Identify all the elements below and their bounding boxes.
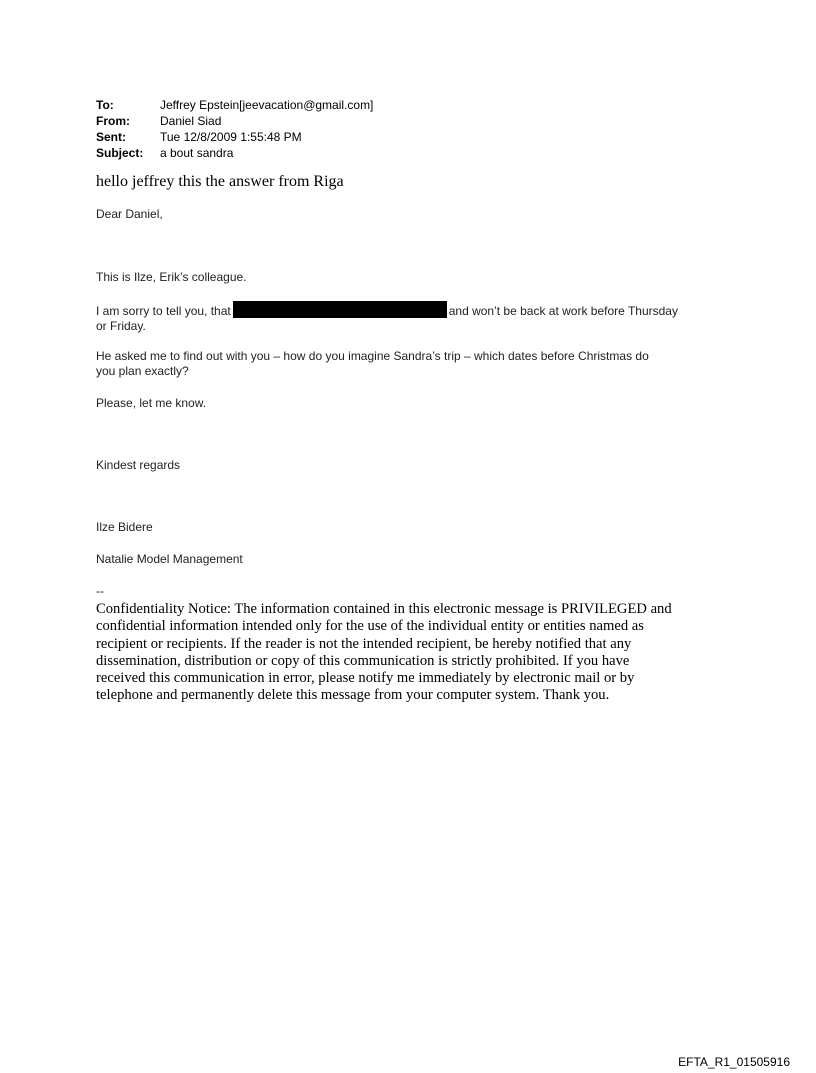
sent-row bbox=[96, 129, 373, 145]
from-value: Daniel Siad bbox=[160, 114, 222, 128]
subject-row bbox=[96, 145, 373, 161]
to-row bbox=[96, 97, 373, 113]
notice-line-4: dissemination, distribution or copy of this communication is strictly prohibited. If you have bbox=[96, 652, 630, 669]
notice-line-2: confidential information intended only for the use of the individual entity or entities named as bbox=[96, 618, 644, 635]
subject-label: Subject: bbox=[96, 146, 144, 160]
paragraph-1: This is Ilze, Erik’s colleague. bbox=[96, 270, 247, 284]
from-label: From: bbox=[96, 114, 130, 128]
to-value: Jeffrey Epstein[jeevacation@gmail.com] bbox=[160, 98, 374, 112]
to-label: To: bbox=[96, 98, 114, 112]
closing: Kindest regards bbox=[96, 458, 181, 472]
p2-after-text: and won’t be back at work before Thursday bbox=[448, 304, 678, 318]
paragraph-2 bbox=[96, 301, 736, 334]
paragraph-3 bbox=[96, 349, 649, 379]
signature-name: Ilze Bidere bbox=[96, 520, 153, 534]
notice-line-5: received this communication in error, please notify me immediately by electronic mail or by bbox=[96, 670, 635, 687]
document-id: EFTA_R1_01505916 bbox=[678, 1055, 790, 1069]
notice-line-3: recipient or recipients. If the reader is not the intended recipient, be hereby notified that any bbox=[96, 635, 632, 652]
greeting: Dear Daniel, bbox=[96, 207, 163, 221]
notice-line-6: telephone and permanently delete this message from your computer system. Thank you. bbox=[96, 687, 610, 704]
redaction-box bbox=[233, 301, 447, 318]
email-header bbox=[96, 97, 373, 161]
paragraph-3-line-2: you plan exactly? bbox=[96, 364, 189, 378]
from-row bbox=[96, 113, 373, 129]
sent-value: Tue 12/8/2009 1:55:48 PM bbox=[160, 130, 302, 144]
notice-line-1: Confidentiality Notice: The information contained in this electronic message is PRIVILEGED and bbox=[96, 601, 672, 617]
subject-value: a bout sandra bbox=[160, 146, 234, 160]
signature-separator: -- bbox=[96, 584, 104, 598]
sent-label: Sent: bbox=[96, 130, 126, 144]
paragraph-3-line-1: He asked me to find out with you – how do you imagine Sandra’s trip – which dates before Christmas do bbox=[96, 349, 649, 363]
paragraph-4: Please, let me know. bbox=[96, 396, 207, 410]
paragraph-2-line-1 bbox=[96, 301, 736, 319]
intro-line: hello jeffrey this the answer from Riga bbox=[96, 173, 344, 190]
signature-company: Natalie Model Management bbox=[96, 552, 243, 566]
p2-before-text: I am sorry to tell you, that bbox=[96, 304, 231, 318]
paragraph-2-line-2: or Friday. bbox=[96, 319, 146, 333]
confidentiality-notice bbox=[96, 601, 726, 705]
